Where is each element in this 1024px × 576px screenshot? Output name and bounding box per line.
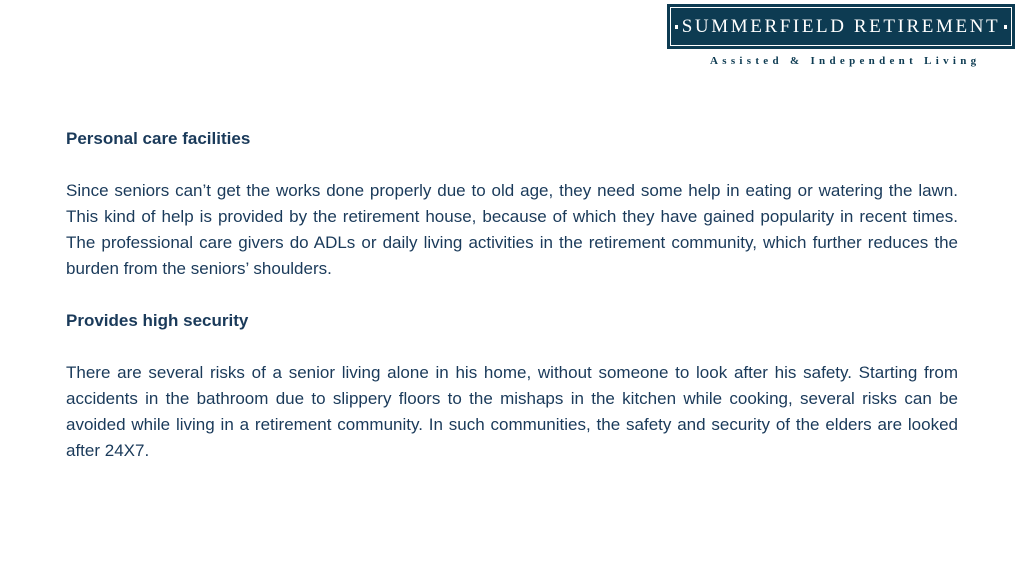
summerfield-logo [667,4,1015,49]
spacer [66,152,958,178]
logo-tagline: Assisted & Independent Living [710,55,981,67]
logo-frame [670,7,1012,46]
spacer [66,334,958,360]
section-heading-personal-care: Personal care facilities [66,129,251,148]
logo-right-square-icon [1004,25,1007,29]
section-paragraph-security: There are several risks of a senior living alone in his home, without someone to look after his safety. Starting from accidents in the bathroom due to slippery floors to the mishaps in the kitchen while cooking, several risks can be avoided while living in a retirement community. In such communities, the safety and security of the elders are looked after 24X7. [66,363,958,460]
spacer [66,282,958,308]
logo-left-square-icon [675,25,678,29]
logo-title: SUMMERFIELD RETIREMENT [681,15,1001,37]
section-heading-security: Provides high security [66,311,249,330]
document-body [66,126,958,464]
section-paragraph-personal-care: Since seniors can’t get the works done properly due to old age, they need some help in eating or watering the lawn. This kind of help is provided by the retirement house, because of which they have gained popularity in recent times. The professional care givers do ADLs or daily living activities in the retirement community, which further reduces the burden from the seniors’ shoulders. [66,181,958,278]
